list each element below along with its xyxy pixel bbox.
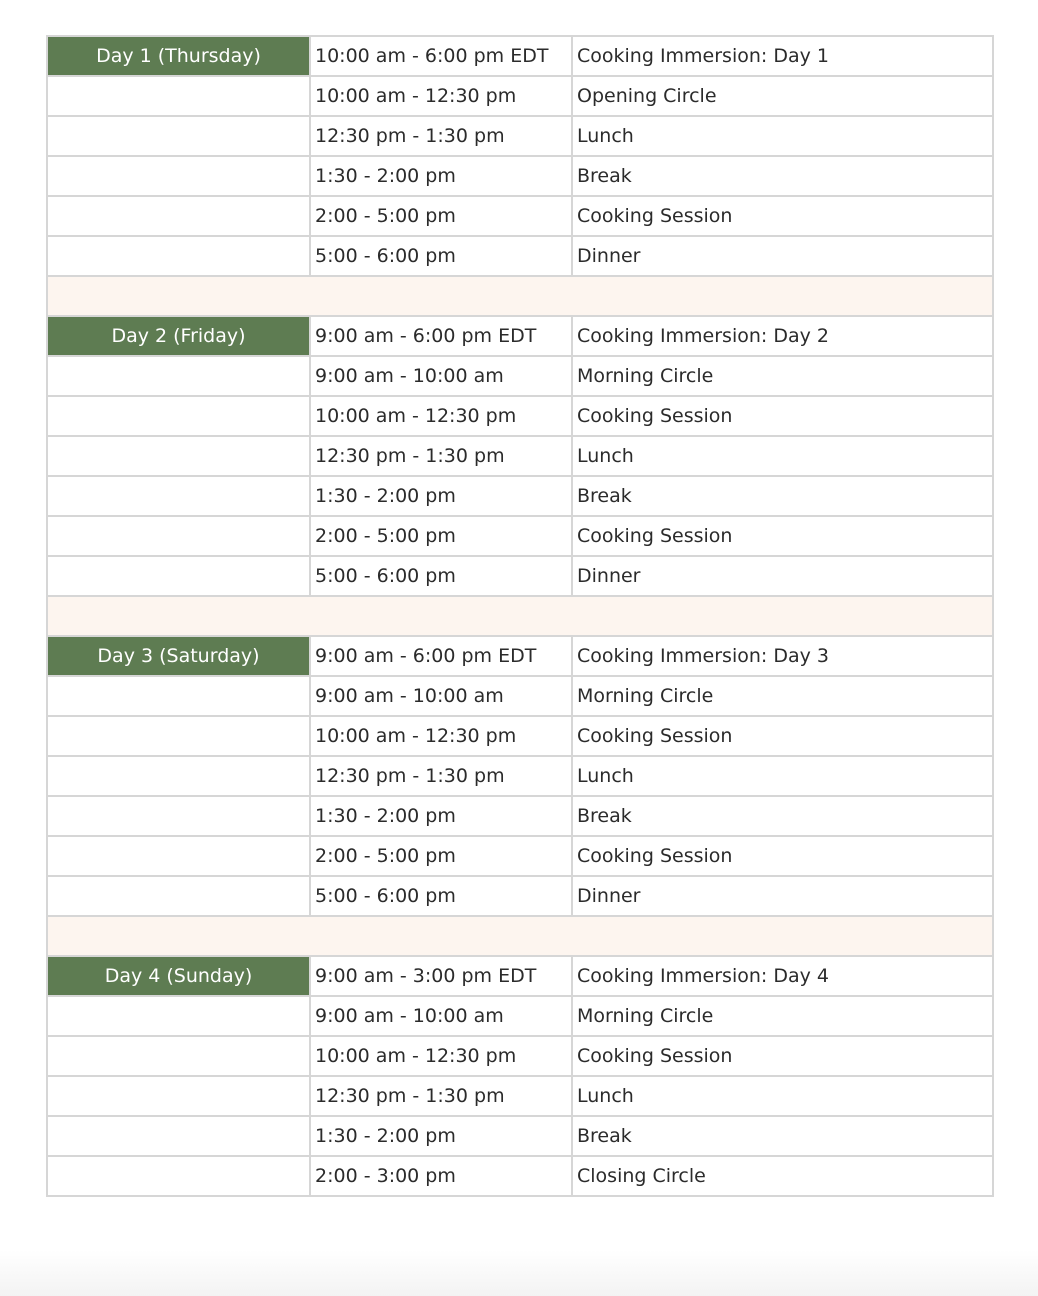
time-cell: 5:00 - 6:00 pm [310, 236, 572, 276]
event-cell: Morning Circle [572, 356, 993, 396]
event-cell: Closing Circle [572, 1156, 993, 1196]
empty-day-cell [47, 796, 310, 836]
event-cell: Break [572, 156, 993, 196]
time-cell: 1:30 - 2:00 pm [310, 156, 572, 196]
day-label: Day 2 (Friday) [47, 316, 310, 356]
time-cell: 10:00 am - 12:30 pm [310, 716, 572, 756]
time-cell: 2:00 - 5:00 pm [310, 516, 572, 556]
time-cell: 1:30 - 2:00 pm [310, 476, 572, 516]
time-cell: 12:30 pm - 1:30 pm [310, 756, 572, 796]
empty-day-cell [47, 476, 310, 516]
schedule-row [47, 996, 993, 1036]
empty-day-cell [47, 516, 310, 556]
time-cell: 1:30 - 2:00 pm [310, 796, 572, 836]
schedule-row [47, 1156, 993, 1196]
event-cell: Cooking Session [572, 1036, 993, 1076]
empty-day-cell [47, 676, 310, 716]
time-cell: 2:00 - 5:00 pm [310, 836, 572, 876]
day-label: Day 1 (Thursday) [47, 36, 310, 76]
event-cell: Cooking Session [572, 716, 993, 756]
schedule-row [47, 716, 993, 756]
schedule-row [47, 196, 993, 236]
time-cell: 10:00 am - 6:00 pm EDT [310, 36, 572, 76]
empty-day-cell [47, 996, 310, 1036]
empty-day-cell [47, 556, 310, 596]
schedule-row [47, 76, 993, 116]
event-cell: Dinner [572, 556, 993, 596]
time-cell: 9:00 am - 10:00 am [310, 676, 572, 716]
empty-day-cell [47, 756, 310, 796]
schedule-row [47, 796, 993, 836]
event-cell: Cooking Session [572, 196, 993, 236]
schedule-row [47, 396, 993, 436]
schedule-row [47, 556, 993, 596]
schedule-row [47, 1036, 993, 1076]
event-cell: Morning Circle [572, 676, 993, 716]
schedule-row [47, 1116, 993, 1156]
event-cell: Cooking Immersion: Day 3 [572, 636, 993, 676]
time-cell: 12:30 pm - 1:30 pm [310, 116, 572, 156]
event-cell: Lunch [572, 116, 993, 156]
schedule-row [47, 876, 993, 916]
event-cell: Morning Circle [572, 996, 993, 1036]
event-cell: Opening Circle [572, 76, 993, 116]
event-cell: Cooking Immersion: Day 4 [572, 956, 993, 996]
day-separator [47, 916, 993, 956]
empty-day-cell [47, 436, 310, 476]
event-cell: Lunch [572, 756, 993, 796]
empty-day-cell [47, 156, 310, 196]
event-cell: Cooking Session [572, 516, 993, 556]
schedule-row [47, 476, 993, 516]
schedule-table [46, 35, 994, 1197]
empty-day-cell [47, 876, 310, 916]
day-header-row [47, 316, 993, 356]
day-header-row [47, 36, 993, 76]
time-cell: 5:00 - 6:00 pm [310, 556, 572, 596]
schedule-row [47, 116, 993, 156]
event-cell: Cooking Session [572, 836, 993, 876]
event-cell: Dinner [572, 876, 993, 916]
day-separator-row [47, 916, 993, 956]
event-cell: Cooking Session [572, 396, 993, 436]
empty-day-cell [47, 1156, 310, 1196]
time-cell: 2:00 - 5:00 pm [310, 196, 572, 236]
bottom-fade [0, 1250, 1038, 1296]
day-separator-row [47, 596, 993, 636]
schedule-row [47, 516, 993, 556]
empty-day-cell [47, 76, 310, 116]
schedule-body [47, 36, 993, 1196]
event-cell: Lunch [572, 1076, 993, 1116]
day-header-row [47, 636, 993, 676]
event-cell: Dinner [572, 236, 993, 276]
time-cell: 1:30 - 2:00 pm [310, 1116, 572, 1156]
schedule-row [47, 436, 993, 476]
time-cell: 12:30 pm - 1:30 pm [310, 436, 572, 476]
day-header-row [47, 956, 993, 996]
time-cell: 10:00 am - 12:30 pm [310, 1036, 572, 1076]
schedule-row [47, 1076, 993, 1116]
schedule-row [47, 756, 993, 796]
day-label: Day 4 (Sunday) [47, 956, 310, 996]
event-cell: Cooking Immersion: Day 2 [572, 316, 993, 356]
time-cell: 9:00 am - 10:00 am [310, 356, 572, 396]
empty-day-cell [47, 716, 310, 756]
schedule-row [47, 236, 993, 276]
day-separator [47, 596, 993, 636]
time-cell: 9:00 am - 3:00 pm EDT [310, 956, 572, 996]
time-cell: 10:00 am - 12:30 pm [310, 76, 572, 116]
time-cell: 2:00 - 3:00 pm [310, 1156, 572, 1196]
schedule-row [47, 156, 993, 196]
time-cell: 12:30 pm - 1:30 pm [310, 1076, 572, 1116]
empty-day-cell [47, 116, 310, 156]
schedule-row [47, 836, 993, 876]
empty-day-cell [47, 1116, 310, 1156]
empty-day-cell [47, 836, 310, 876]
empty-day-cell [47, 236, 310, 276]
empty-day-cell [47, 356, 310, 396]
empty-day-cell [47, 1076, 310, 1116]
day-separator [47, 276, 993, 316]
empty-day-cell [47, 1036, 310, 1076]
event-cell: Cooking Immersion: Day 1 [572, 36, 993, 76]
empty-day-cell [47, 396, 310, 436]
event-cell: Lunch [572, 436, 993, 476]
event-cell: Break [572, 1116, 993, 1156]
schedule-row [47, 676, 993, 716]
time-cell: 9:00 am - 6:00 pm EDT [310, 316, 572, 356]
time-cell: 5:00 - 6:00 pm [310, 876, 572, 916]
time-cell: 10:00 am - 12:30 pm [310, 396, 572, 436]
day-separator-row [47, 276, 993, 316]
event-cell: Break [572, 476, 993, 516]
time-cell: 9:00 am - 6:00 pm EDT [310, 636, 572, 676]
time-cell: 9:00 am - 10:00 am [310, 996, 572, 1036]
schedule-row [47, 356, 993, 396]
empty-day-cell [47, 196, 310, 236]
day-label: Day 3 (Saturday) [47, 636, 310, 676]
event-cell: Break [572, 796, 993, 836]
